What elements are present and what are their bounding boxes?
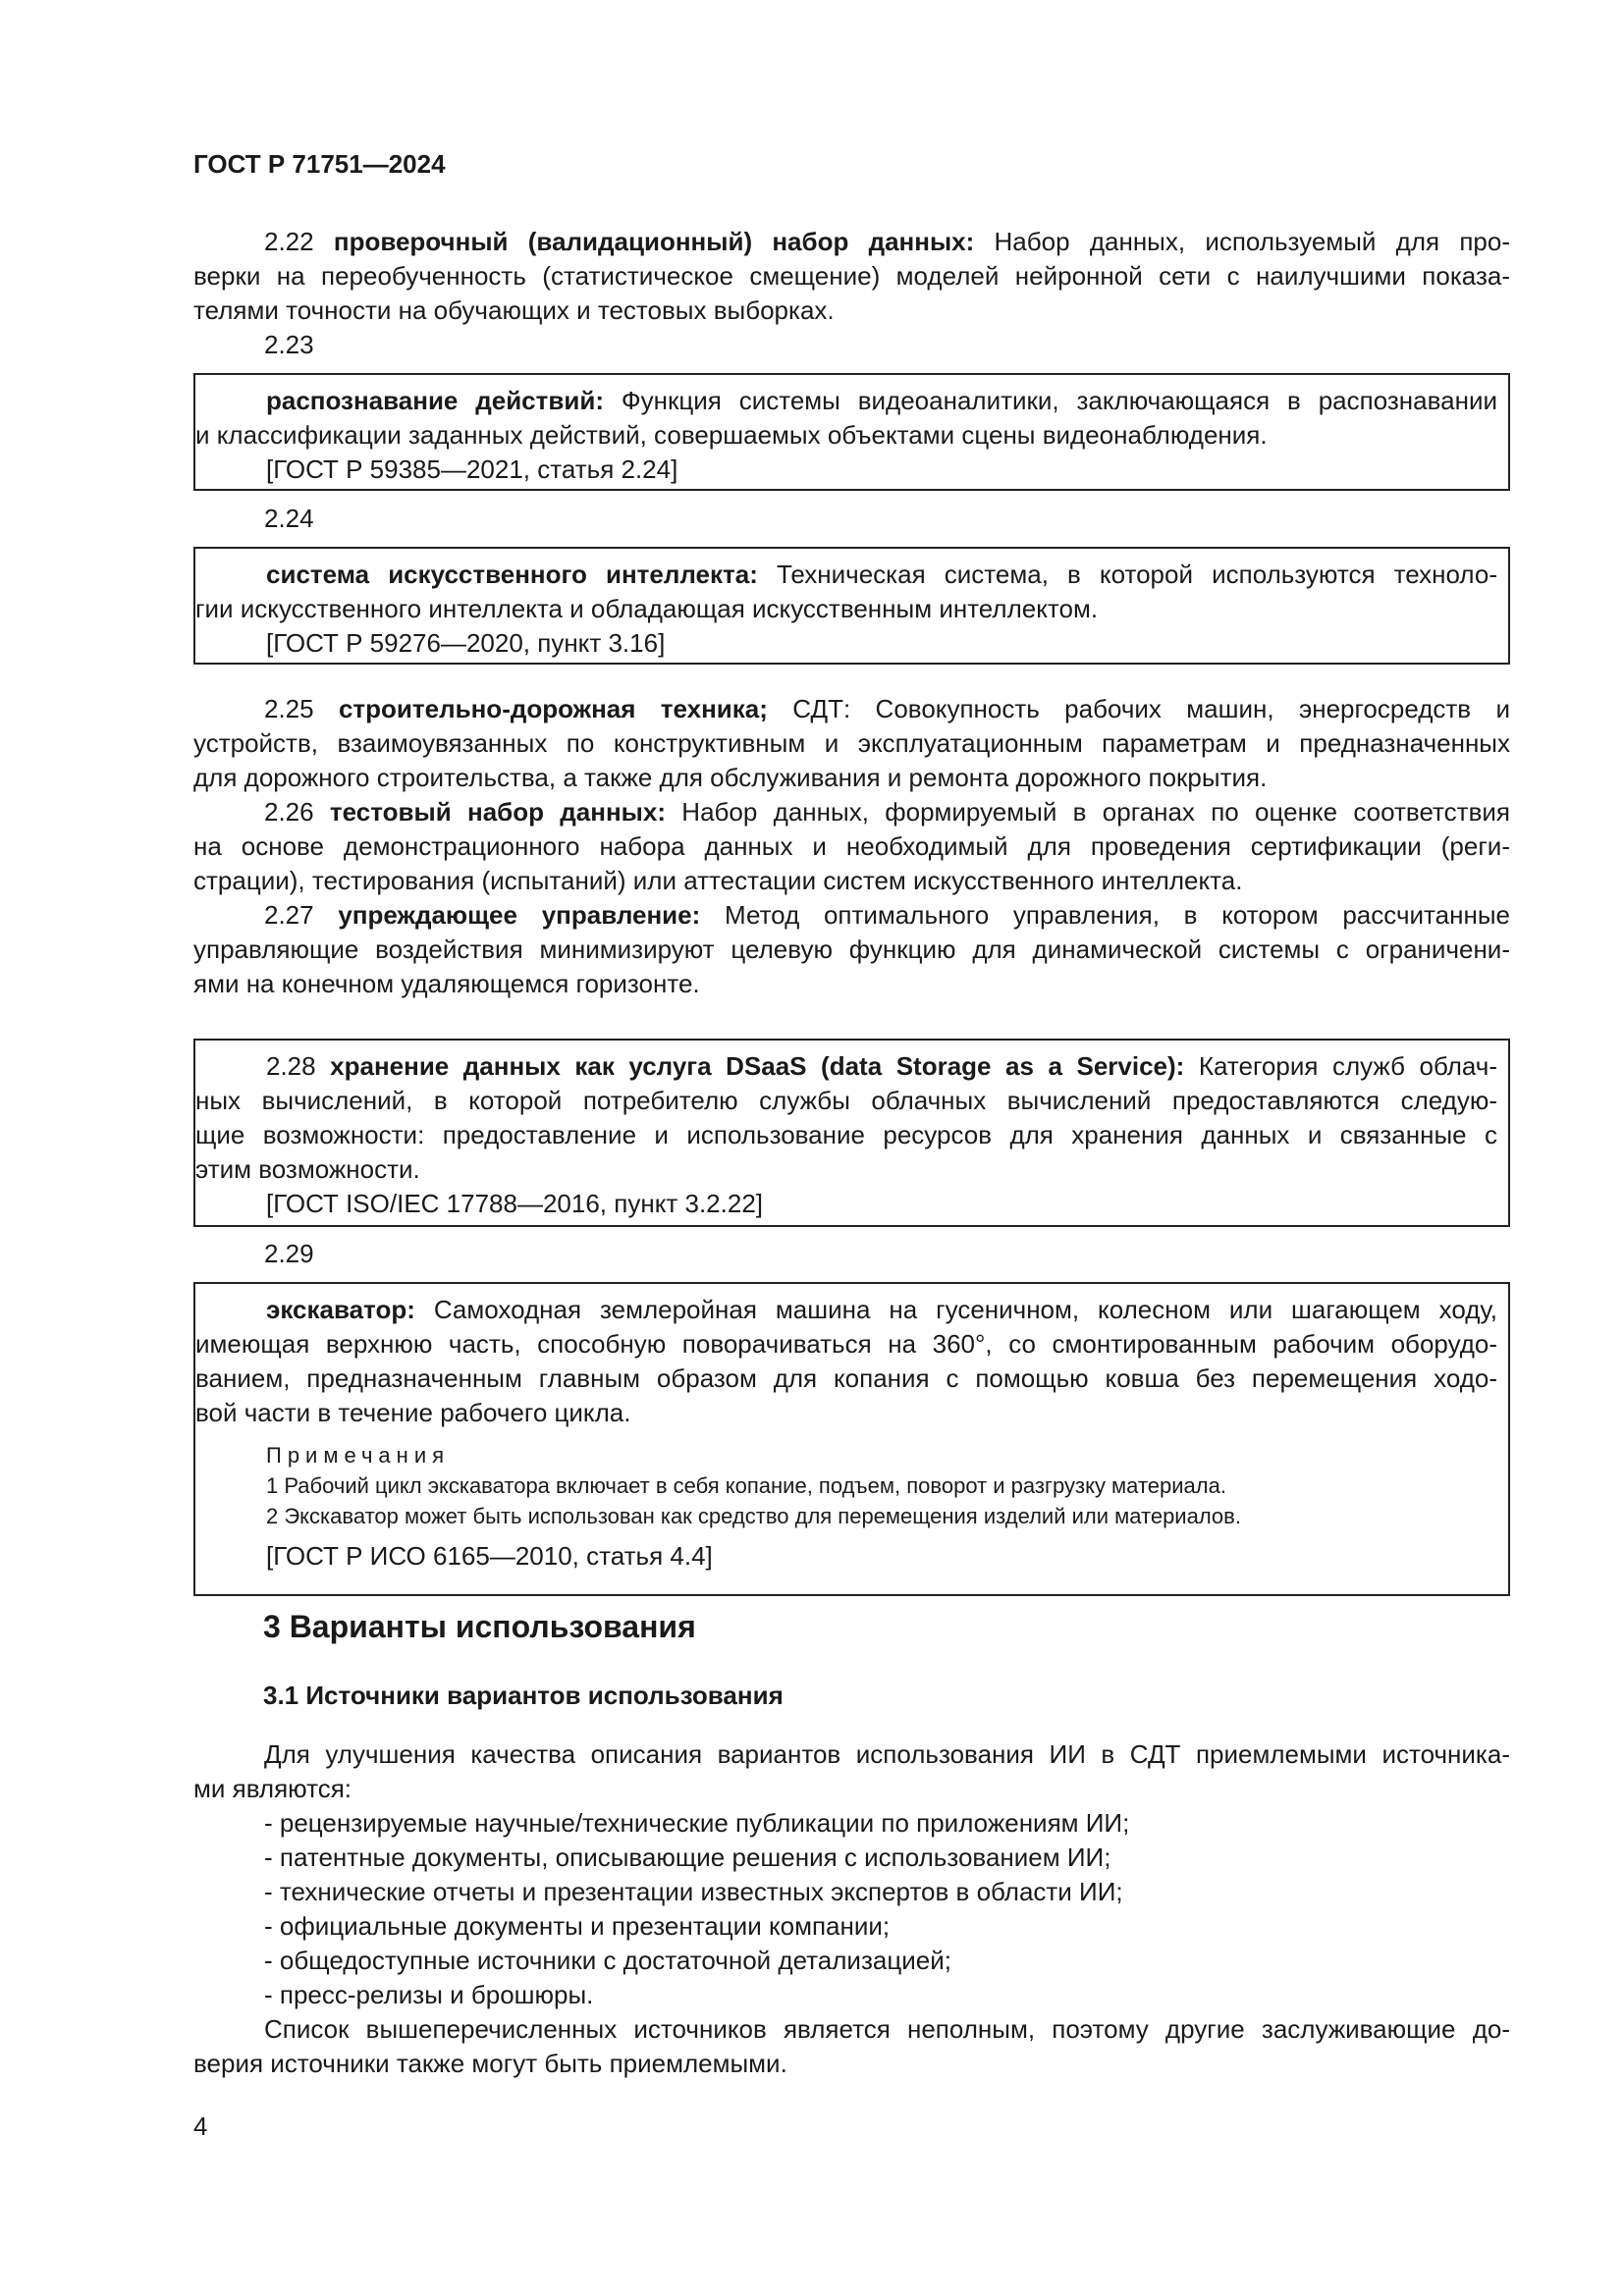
term-title: строительно-дорожная техника; [338, 694, 768, 723]
term-box-2-23: распознавание действий: Функция системы видеоаналитики, заключающаяся в распознавании и классификации заданных действий, совершаемых объектами сцены видеонаблюдения. [ГОСТ Р 59385—2021, статья 2.24] [193, 373, 1510, 491]
list-item: - технические отчеты и презентации известных экспертов в области ИИ; [264, 1877, 1123, 1906]
section-heading: 3 Варианты использования [263, 1609, 696, 1644]
term-number-2-24: 2.24 [264, 504, 314, 533]
list-item: - рецензируемые научные/технические публикации по приложениям ИИ; [264, 1808, 1130, 1838]
sources-list [193, 1806, 1510, 2012]
reference: [ГОСТ ISO/IEC 17788—2016, пункт 3.2.22] [266, 1189, 763, 1218]
term-box-2-24: система искусственного интеллекта: Техническая система, в которой используются техноло- гии искусственного интеллекта и обладающая искусственным интеллектом. [ГОСТ Р 59276—2020, пункт 3.16] [193, 547, 1510, 665]
term-box-2-28: 2.28 хранение данных как услуга DSaaS (data Storage as a Service): Категория служб облач- ных вычислений, в которой потребителю службы облачных вычислений предоставляются следую- щие возможности: предоставление и использование ресурсов для хранения данных и связанные с этим возможности. [ГОСТ ISO/IEC 17788—2016, пункт 3.2.22] [193, 1039, 1510, 1227]
list-item: - официальные документы и презентации компании; [264, 1911, 891, 1941]
term-title: упреждающее управление: [338, 900, 701, 930]
note-item: 1 Рабочий цикл экскаватора включает в себя копание, подъем, поворот и разгрузку материала. [266, 1473, 1226, 1498]
section-3-1-body: Для улучшения качества описания вариантов использования ИИ в СДТ приемлемыми источника- ми являются: - рецензируемые научные/технические публикации по приложениям ИИ; - патентные документы, описывающие решения с использованием ИИ; - технические отчеты и презентации известных экспертов в области ИИ; - официальные документы и презентации компании; - общедоступные источники с достаточной детализацией; - пресс-релизы и брошюры. Список вышеперечисленных источников является неполным, поэтому другие заслуживающие до- верия источники также могут быть приемлемыми. [193, 1739, 1510, 2078]
list-item: - патентные документы, описывающие решения с использованием ИИ; [264, 1842, 1111, 1872]
term-title: распознавание действий: [266, 386, 604, 415]
term-title: хранение данных как услуга DSaaS (data Storage as a Service): [330, 1051, 1185, 1081]
term-number-2-23: 2.23 [264, 330, 314, 359]
notes-title: Примечания [266, 1443, 451, 1468]
term-2-26: 2.26 тестовый набор данных: Набор данных, формируемый в органах по оценке соответствия на основе демонстрационного набора данных и необходимый для проведения сертификации (реги- страции), тестирования (испытаний) или аттестации систем искусственного интеллекта. [193, 797, 1510, 895]
reference: [ГОСТ Р 59385—2021, статья 2.24] [266, 454, 678, 484]
term-2-22: 2.22 проверочный (валидационный) набор данных: Набор данных, используемый для про- верки на переобученность (статистическое смещение) моделей нейронной сети с наилучшими показа- телями точности на обучающих и тестовых выборках. [193, 227, 1510, 325]
term-2-25: 2.25 строительно-дорожная техника; СДТ: Совокупность рабочих машин, энергосредств и устройств, взаимоувязанных по конструктивным и эксплуатационным параметрам и предназначенных для дорожного строительства, а также для обслуживания и ремонта дорожного покрытия. [193, 694, 1510, 792]
list-item: - общедоступные источники с достаточной детализацией; [264, 1946, 951, 1975]
page-number: 4 [193, 2111, 208, 2141]
list-item: - пресс-релизы и брошюры. [264, 1980, 594, 2009]
term-2-27: 2.27 упреждающее управление: Метод оптимального управления, в котором рассчитанные управляющие воздействия минимизируют целевую функцию для динамической системы с ограничени- ями на конечном удаляющемся горизонте. [193, 900, 1510, 998]
note-item: 2 Экскаватор может быть использован как средство для перемещения изделий или материалов. [266, 1504, 1241, 1528]
term-title: экскаватор: [266, 1295, 415, 1324]
term-number: 2.22 [264, 227, 314, 256]
term-title: система искусственного интеллекта: [266, 560, 758, 589]
term-title: тестовый набор данных: [329, 797, 666, 827]
term-title: проверочный (валидационный) набор данных: [333, 227, 975, 256]
document-header: ГОСТ Р 71751—2024 [193, 149, 446, 179]
subsection-heading: 3.1 Источники вариантов использования [263, 1681, 784, 1710]
reference: [ГОСТ Р ИСО 6165—2010, статья 4.4] [266, 1541, 713, 1571]
reference: [ГОСТ Р 59276—2020, пункт 3.16] [266, 628, 666, 658]
term-box-2-29: экскаватор: Самоходная землеройная машина на гусеничном, колесном или шагающем ходу, имеющая верхнюю часть, способную поворачиваться на 360°, со смонтированным рабочим оборудо- ванием, предназначенным главным образом для копания с помощью ковша без перемещения ходо- вой части в течение рабочего цикла. Примечания 1 Рабочий цикл экскаватора включает в себя копание, подъем, поворот и разгрузку материала. 2 Экскаватор может быть использован как средство для перемещения изделий или материалов. [ГОСТ Р ИСО 6165—2010, статья 4.4] [193, 1282, 1510, 1596]
term-number-2-29: 2.29 [264, 1239, 314, 1268]
